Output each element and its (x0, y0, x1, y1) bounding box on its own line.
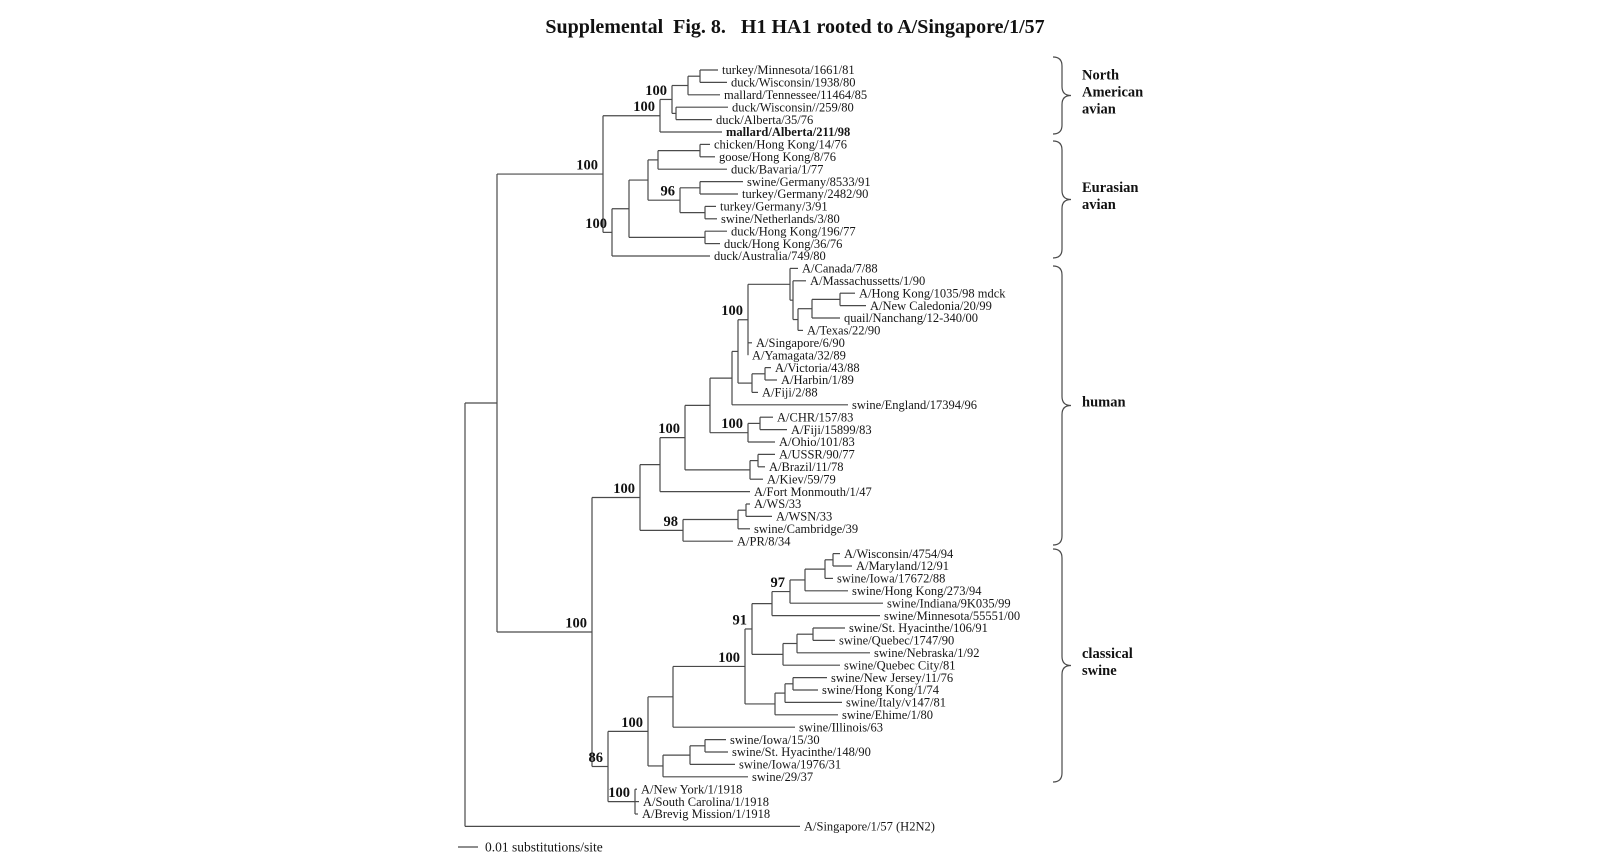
taxon-label: A/Fort Monmouth/1/47 (754, 484, 872, 499)
clade-label: swine (1082, 663, 1117, 679)
taxon-label: duck/Wisconsin/1938/80 (731, 75, 856, 90)
taxon-label: A/Texas/22/90 (807, 323, 881, 338)
taxon-label: turkey/Germany/2482/90 (742, 187, 869, 202)
taxon-label: swine/Italy/v147/81 (846, 695, 946, 710)
taxon-label: duck/Australia/749/80 (714, 249, 826, 264)
taxon-label: swine/St. Hyacinthe/148/90 (732, 745, 871, 760)
taxon-label: A/Maryland/12/91 (856, 559, 950, 574)
bootstrap-value: 100 (658, 421, 680, 438)
bootstrap-value: 100 (718, 649, 740, 666)
clade-label: American (1082, 84, 1144, 101)
bootstrap-value: 100 (721, 416, 743, 433)
taxon-label: swine/Iowa/1976/31 (739, 757, 842, 772)
taxon-label: swine/Quebec City/81 (844, 658, 956, 673)
bootstrap-value: 100 (608, 785, 630, 802)
taxon-label: swine/Iowa/15/30 (730, 732, 820, 747)
taxon-label: A/Brazil/11/78 (769, 460, 844, 474)
bootstrap-value: 100 (633, 99, 655, 116)
taxon-label: duck/Hong Kong/196/77 (731, 224, 856, 239)
taxon-label: swine/Iowa/17672/88 (837, 571, 946, 586)
taxon-label: swine/29/37 (752, 770, 814, 784)
taxon-label: quail/Nanchang/12-340/00 (844, 311, 978, 326)
taxon-label: mallard/Alberta/211/98 (726, 125, 851, 140)
taxon-label: A/CHR/157/83 (777, 410, 854, 425)
bootstrap-value: 100 (621, 714, 643, 731)
taxon-label: A/Hong Kong/1035/98 mdck (859, 286, 1006, 301)
taxon-label: swine/Germany/8533/91 (747, 174, 871, 189)
taxon-label: A/Canada/7/88 (802, 261, 878, 276)
taxon-label: A/South Carolina/1/1918 (643, 794, 770, 809)
bootstrap-value: 100 (613, 480, 635, 497)
taxon-label: A/Harbin/1/89 (781, 373, 854, 388)
bootstrap-value: 100 (721, 303, 743, 320)
taxon-label: swine/Indiana/9K035/99 (887, 596, 1011, 611)
taxon-label: swine/Ehime/1/80 (842, 708, 933, 722)
taxon-label: goose/Hong Kong/8/76 (719, 150, 837, 164)
bootstrap-value: 98 (663, 513, 678, 530)
taxon-label: swine/St. Hyacinthe/106/91 (849, 621, 988, 636)
taxon-label: A/USSR/90/77 (779, 447, 855, 462)
taxon-label: A/WSN/33 (776, 509, 833, 524)
taxon-label: swine/Quebec/1747/90 (839, 633, 955, 648)
taxon-label: A/New Caledonia/20/99 (870, 298, 992, 313)
taxon-label: A/Singapore/6/90 (756, 336, 845, 350)
taxon-label: swine/Hong Kong/1/74 (822, 683, 940, 698)
taxon-label: turkey/Minnesota/1661/81 (722, 63, 855, 78)
clade-label: classical (1082, 646, 1133, 662)
taxon-label: swine/New Jersey/11/76 (831, 670, 954, 685)
taxon-label: swine/Hong Kong/273/94 (852, 584, 982, 598)
bootstrap-value: 96 (660, 183, 675, 200)
bootstrap-value: 91 (732, 612, 747, 629)
scale-bar-label: 0.01 substitutions/site (485, 839, 603, 855)
clade-label: Eurasian (1082, 180, 1139, 196)
taxon-label: A/PR/8/34 (737, 534, 791, 549)
bootstrap-value: 100 (645, 82, 667, 99)
taxon-label: duck/Wisconsin//259/80 (732, 100, 854, 115)
taxon-label: A/Victoria/43/88 (775, 360, 860, 375)
taxon-label: swine/Minnesota/55551/00 (884, 608, 1021, 623)
bootstrap-value: 86 (588, 749, 603, 766)
clade-label: human (1082, 394, 1126, 411)
taxon-label: duck/Alberta/35/76 (716, 112, 814, 127)
taxon-label: A/Brevig Mission/1/1918 (642, 807, 771, 822)
taxon-label: A/Singapore/1/57 (H2N2) (804, 819, 935, 834)
taxon-label: A/Yamagata/32/89 (752, 348, 846, 363)
taxon-label: mallard/Tennessee/11464/85 (724, 88, 868, 102)
taxon-label: A/Kiev/59/79 (767, 472, 836, 487)
taxon-label: A/Ohio/101/83 (779, 435, 855, 450)
clade-label: avian (1082, 197, 1116, 213)
taxon-label: A/Massachussetts/1/90 (810, 274, 926, 288)
taxon-label: swine/Nebraska/1/92 (874, 646, 980, 660)
bootstrap-value: 100 (576, 157, 598, 174)
bootstrap-value: 100 (565, 615, 587, 632)
bootstrap-value: 100 (585, 215, 607, 232)
taxon-label: swine/Cambridge/39 (754, 522, 859, 536)
taxon-label: chicken/Hong Kong/14/76 (714, 137, 847, 152)
taxon-label: A/Fiji/15899/83 (791, 422, 872, 437)
bootstrap-value: 97 (770, 575, 785, 592)
taxon-label: swine/Netherlands/3/80 (721, 212, 840, 226)
clade-label: North (1082, 67, 1120, 84)
taxon-label: A/WS/33 (754, 497, 802, 512)
figure-title: Supplemental Fig. 8. H1 HA1 rooted to A/Singapore/1/57 (545, 16, 1045, 38)
taxon-label: duck/Hong Kong/36/76 (724, 236, 843, 251)
taxon-label: swine/England/17394/96 (852, 398, 977, 412)
taxon-label: swine/Illinois/63 (799, 720, 884, 735)
taxon-label: turkey/Germany/3/91 (720, 199, 828, 214)
clade-label: avian (1082, 101, 1116, 118)
taxon-label: A/New York/1/1918 (641, 782, 743, 797)
taxon-label: A/Wisconsin/4754/94 (844, 546, 954, 561)
taxon-label: duck/Bavaria/1/77 (731, 162, 824, 177)
taxon-label: A/Fiji/2/88 (762, 385, 818, 400)
